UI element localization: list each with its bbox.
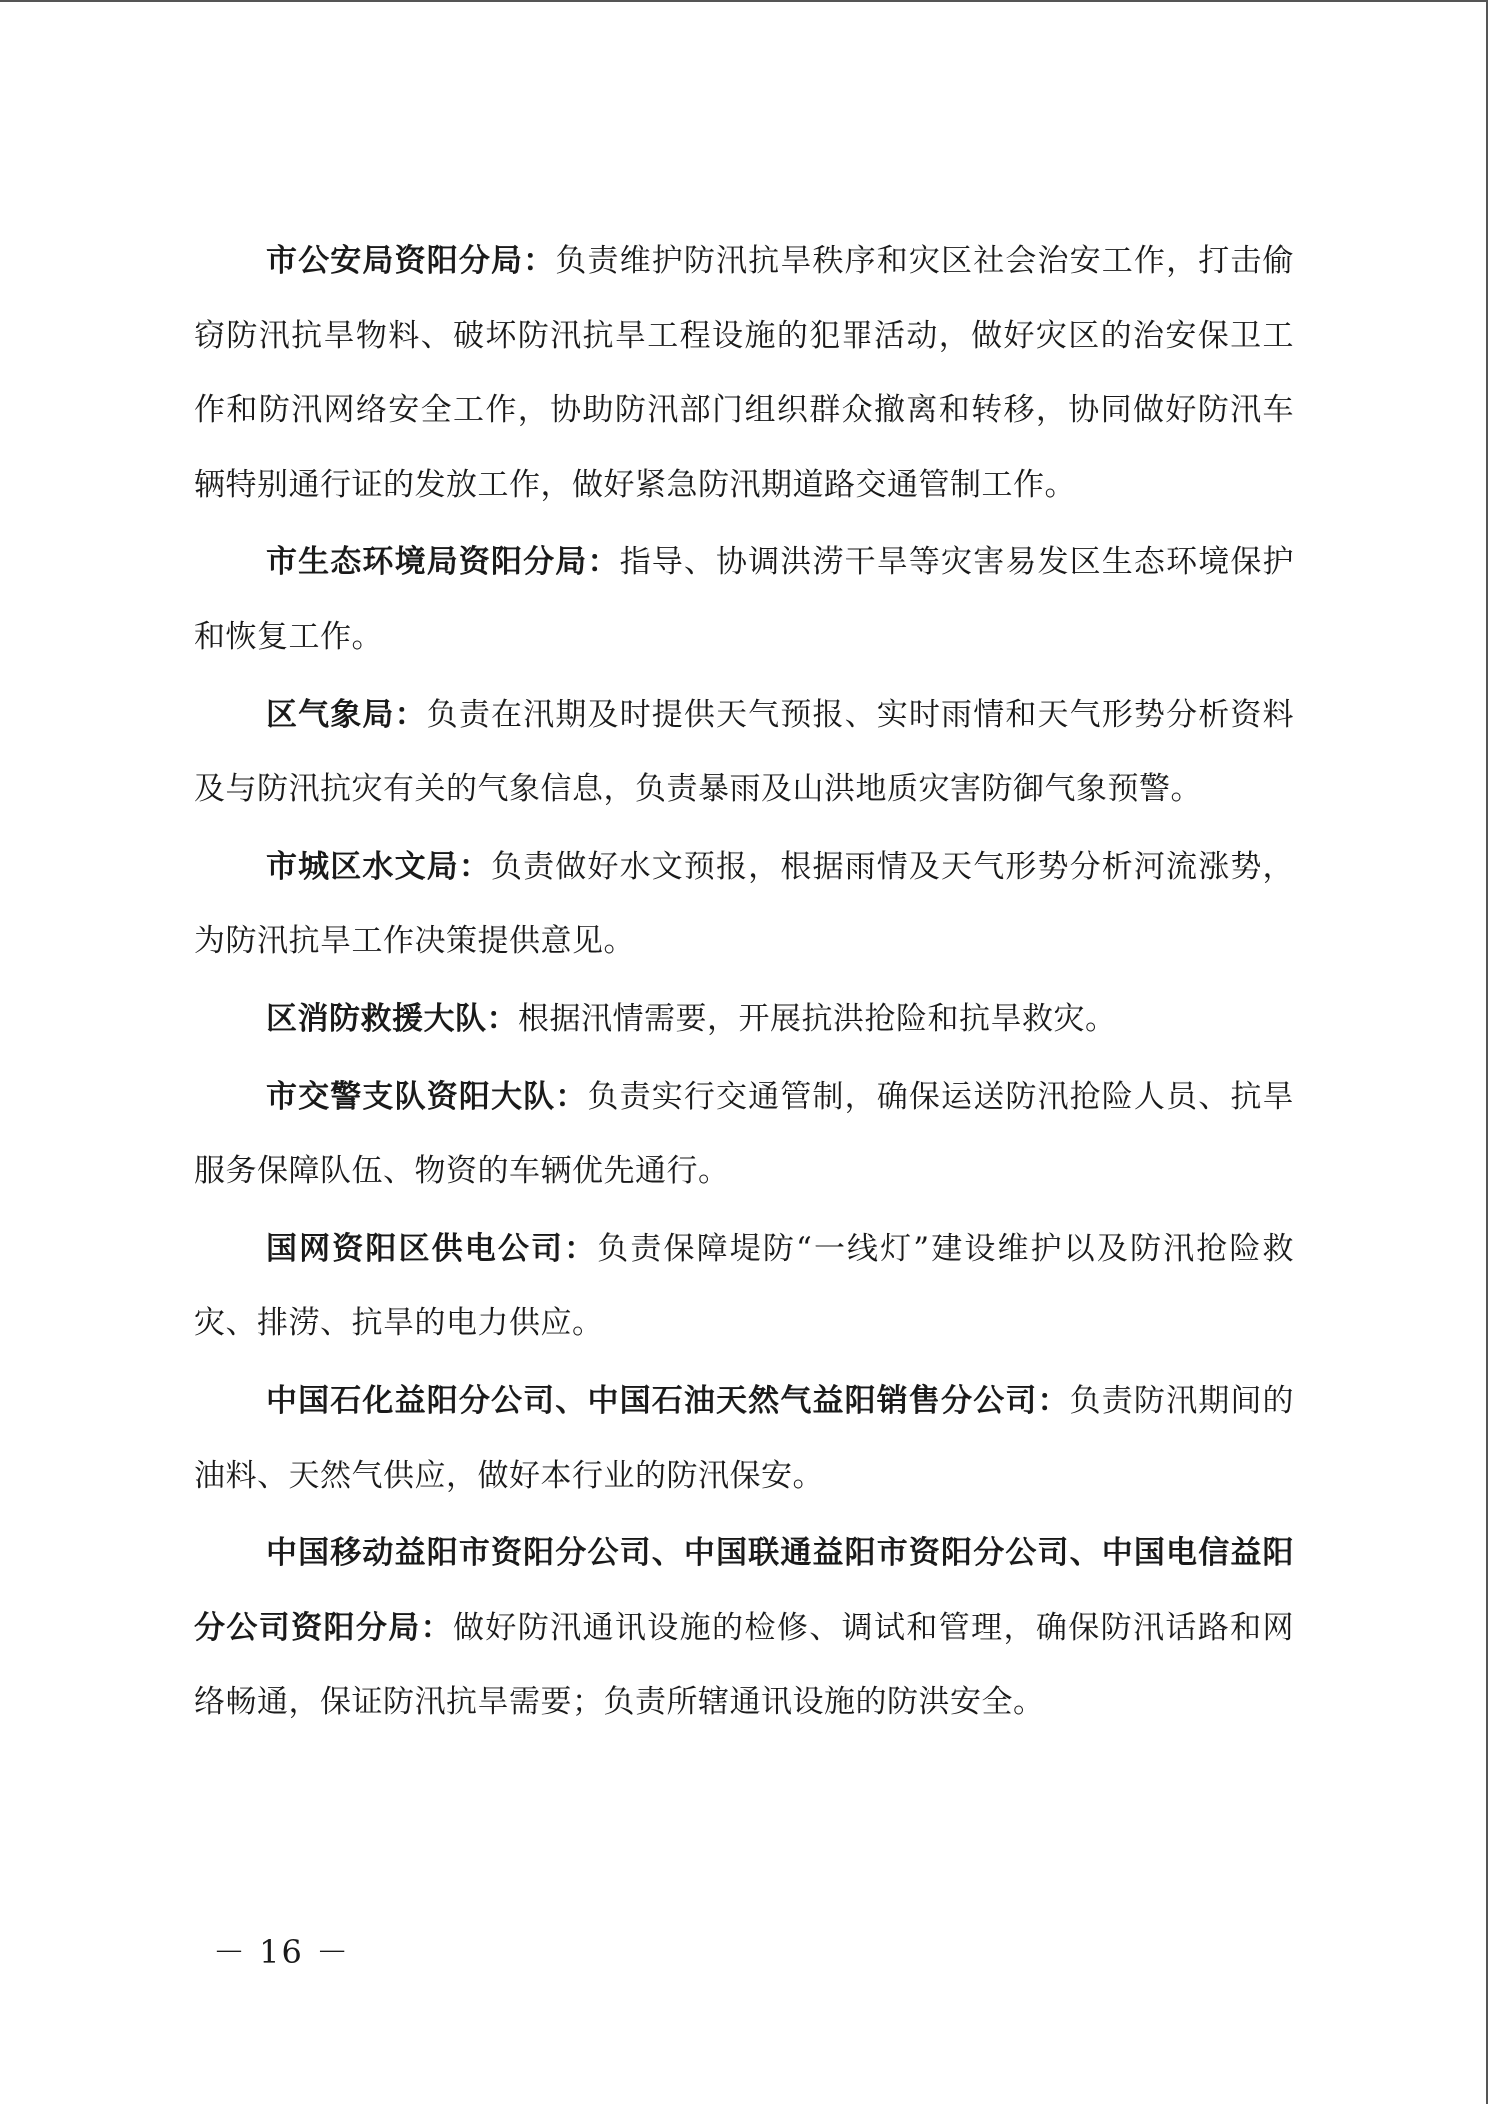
paragraph-heading: 市公安局资阳分局： <box>266 243 556 279</box>
paragraph-text: 负责保障堤防“一线灯”建设维护以及防汛抢险救灾、排涝、抗旱的电力供应。 <box>194 1230 1295 1342</box>
document-body <box>194 224 1294 1743</box>
paragraph-heading: 中国移动益阳市资阳分公司、中国联通益阳市资阳分公司、中国电信益阳分公司资阳分局： <box>194 1535 1294 1646</box>
paragraph-telecom <box>194 1516 1294 1740</box>
paragraph-text: 做好防汛通讯设施的检修、调试和管理，确保防汛话路和网络畅通，保证防汛抗旱需要；负责所辖通讯设施的防洪安全。 <box>194 1609 1294 1721</box>
paragraph-fire-rescue <box>194 982 1294 1057</box>
paragraph-text: 负责做好水文预报，根据雨情及天气形势分析河流涨势，为防汛抗旱工作决策提供意见。 <box>194 848 1294 960</box>
paragraph-heading: 中国石化益阳分公司、中国石油天然气益阳销售分公司： <box>266 1382 1070 1419</box>
paragraph-text: 负责维护防汛抗旱秩序和灾区社会治安工作，打击偷窃防汛抗旱物料、破坏防汛抗旱工程设施的犯罪活动，做好灾区的治安保卫工作和防汛网络安全工作，协助防汛部门组织群众撤离和转移，协同做好防汛车辆特别通行证的发放工作，做好紧急防汛期道路交通管制工作。 <box>194 243 1295 503</box>
paragraph-text: 负责防汛期间的油料、天然气供应，做好本行业的防汛保安。 <box>194 1382 1295 1494</box>
paragraph-hydrology <box>194 830 1294 979</box>
paragraph-power-supply <box>194 1212 1294 1361</box>
paragraph-petroleum <box>194 1364 1294 1513</box>
paragraph-text: 指导、协调洪涝干旱等灾害易发区生态环境保护和恢复工作。 <box>194 544 1295 655</box>
paragraph-text: 负责在汛期及时提供天气预报、实时雨情和天气形势分析资料及与防汛抗灾有关的气象信息，负责暴雨及山洪地质灾害防御气象预警。 <box>194 696 1295 808</box>
paragraph-heading: 市城区水文局： <box>266 848 492 885</box>
paragraph-heading: 区气象局： <box>266 696 427 733</box>
page-number: － 16 － <box>213 1933 351 1971</box>
paragraph-heading: 国网资阳区供电公司： <box>266 1230 598 1267</box>
paragraph-heading: 市交警支队资阳大队： <box>266 1078 588 1115</box>
paragraph-heading: 区消防救援大队： <box>266 1000 518 1037</box>
paragraph-ecology-environment <box>194 525 1294 674</box>
paragraph-heading: 市生态环境局资阳分局： <box>266 544 620 581</box>
paragraph-text: 负责实行交通管制，确保运送防汛抢险人员、抗旱服务保障队伍、物资的车辆优先通行。 <box>194 1078 1294 1190</box>
paragraph-public-security <box>194 224 1294 522</box>
paragraph-meteorology <box>194 678 1294 827</box>
paragraph-traffic-police <box>194 1060 1294 1209</box>
paragraph-text: 根据汛情需要，开展抗洪抢险和抗旱救灾。 <box>518 1000 1117 1037</box>
